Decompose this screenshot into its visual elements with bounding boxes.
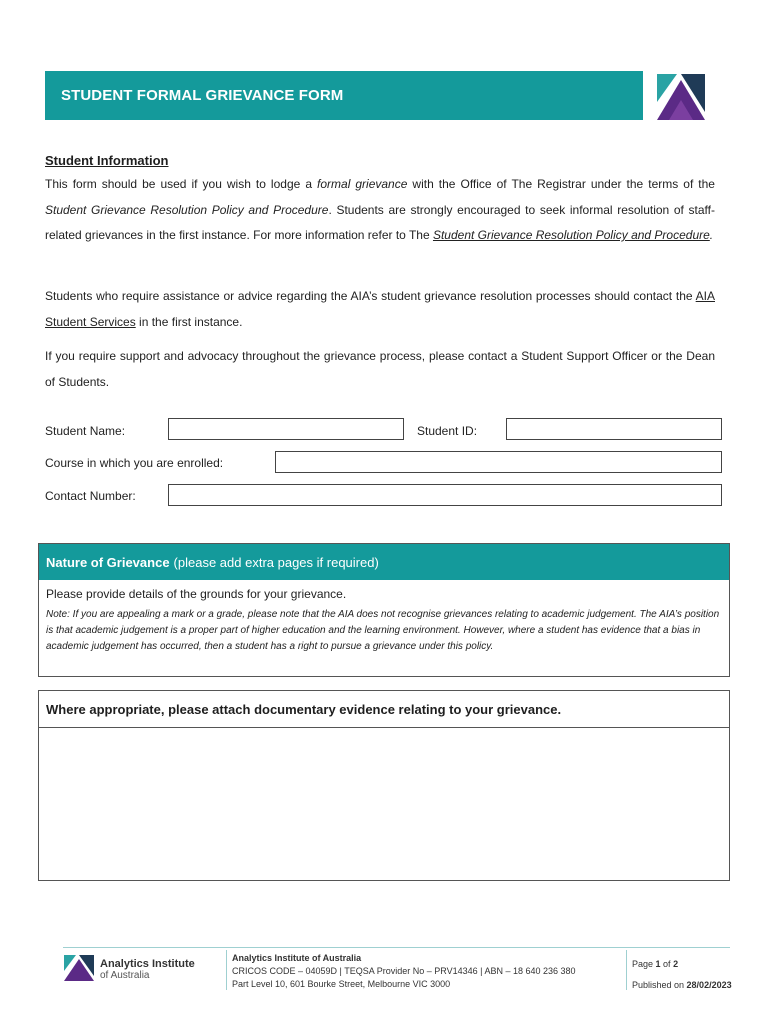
student-name-label: Student Name: — [45, 424, 126, 438]
student-id-field[interactable] — [506, 418, 722, 440]
grievance-details-prompt: Please provide details of the grounds for your grievance. — [46, 587, 347, 601]
student-services-link[interactable]: AIA Student Services — [45, 289, 715, 329]
intro-paragraph-2: Students who require assistance or advice regarding the AIA’s student grievance resolution processes should contact the AIA Student Services in the first instance. — [45, 289, 715, 329]
policy-link[interactable]: Student Grievance Resolution Policy and Procedure — [432, 228, 710, 242]
nature-of-grievance-note: (please add extra pages if required) — [173, 554, 379, 570]
contact-number-label: Contact Number: — [45, 489, 136, 503]
footer-address: Part Level 10, 601 Bourke Street, Melbourne VIC 3000 — [232, 979, 451, 989]
form-title-banner — [45, 71, 643, 120]
evidence-section — [38, 690, 730, 881]
student-information-heading: Student Information — [45, 153, 169, 168]
form-title: STUDENT FORMAL GRIEVANCE FORM — [61, 87, 344, 104]
footer-organisation-details — [232, 952, 576, 991]
footer-logo-name: Analytics Institute — [100, 958, 195, 970]
published-date: Published on 28/02/2023 — [632, 980, 732, 990]
student-name-field[interactable] — [168, 418, 404, 440]
footer-divider-right — [626, 950, 627, 990]
footer-codes: CRICOS CODE – 04059D | TEQSA Provider No – PRV14346 | ABN – 18 640 236 380 — [232, 966, 576, 976]
footer-organisation-name: Analytics Institute of Australia — [232, 953, 362, 963]
footer-page-info — [632, 954, 732, 996]
footer-logo-subname: of Australia — [100, 970, 150, 981]
aia-logo-icon — [657, 72, 705, 122]
evidence-text-area[interactable] — [39, 728, 729, 880]
nature-of-grievance-section — [38, 543, 730, 677]
nature-of-grievance-body[interactable] — [39, 580, 729, 655]
nature-of-grievance-title: Nature of Grievance — [46, 554, 170, 570]
intro-paragraph-3: If you require support and advocacy throughout the grievance process, please contact a Student Support Officer or the Dean of Students. — [45, 349, 715, 389]
footer-logo-icon — [64, 954, 94, 982]
course-label: Course in which you are enrolled: — [45, 456, 224, 470]
student-id-label: Student ID: — [417, 424, 478, 438]
footer-rule — [63, 947, 730, 948]
intro-paragraph-1: This form should be used if you wish to lodge a formal grievance with the Office of The Registrar under the terms of the Student Grievance Resolution Policy and Procedure. Students are strongly encouraged to seek informal resolution of staff-related grievances in the first instance. For more information refer to The Student Grievance Resolution Policy and Procedure. — [45, 177, 716, 242]
academic-judgement-note: Note: If you are appealing a mark or a grade, please note that the AIA does not recognise grievances relating to academic judgement. The AIA’s position is that academic judgement is a proper part of higher education and the learning environment. However, where a student has evidence that a bias in academic judgement has occurred, then a student has a right to pursue a grievance under this policy. — [46, 609, 720, 652]
course-field[interactable] — [275, 451, 722, 473]
page-number: Page 1 of 2 — [632, 959, 679, 969]
footer-divider-left — [226, 950, 227, 990]
contact-number-field[interactable] — [168, 484, 722, 506]
nature-of-grievance-header — [39, 544, 729, 580]
evidence-heading: Where appropriate, please attach documentary evidence relating to your grievance. — [39, 691, 729, 728]
